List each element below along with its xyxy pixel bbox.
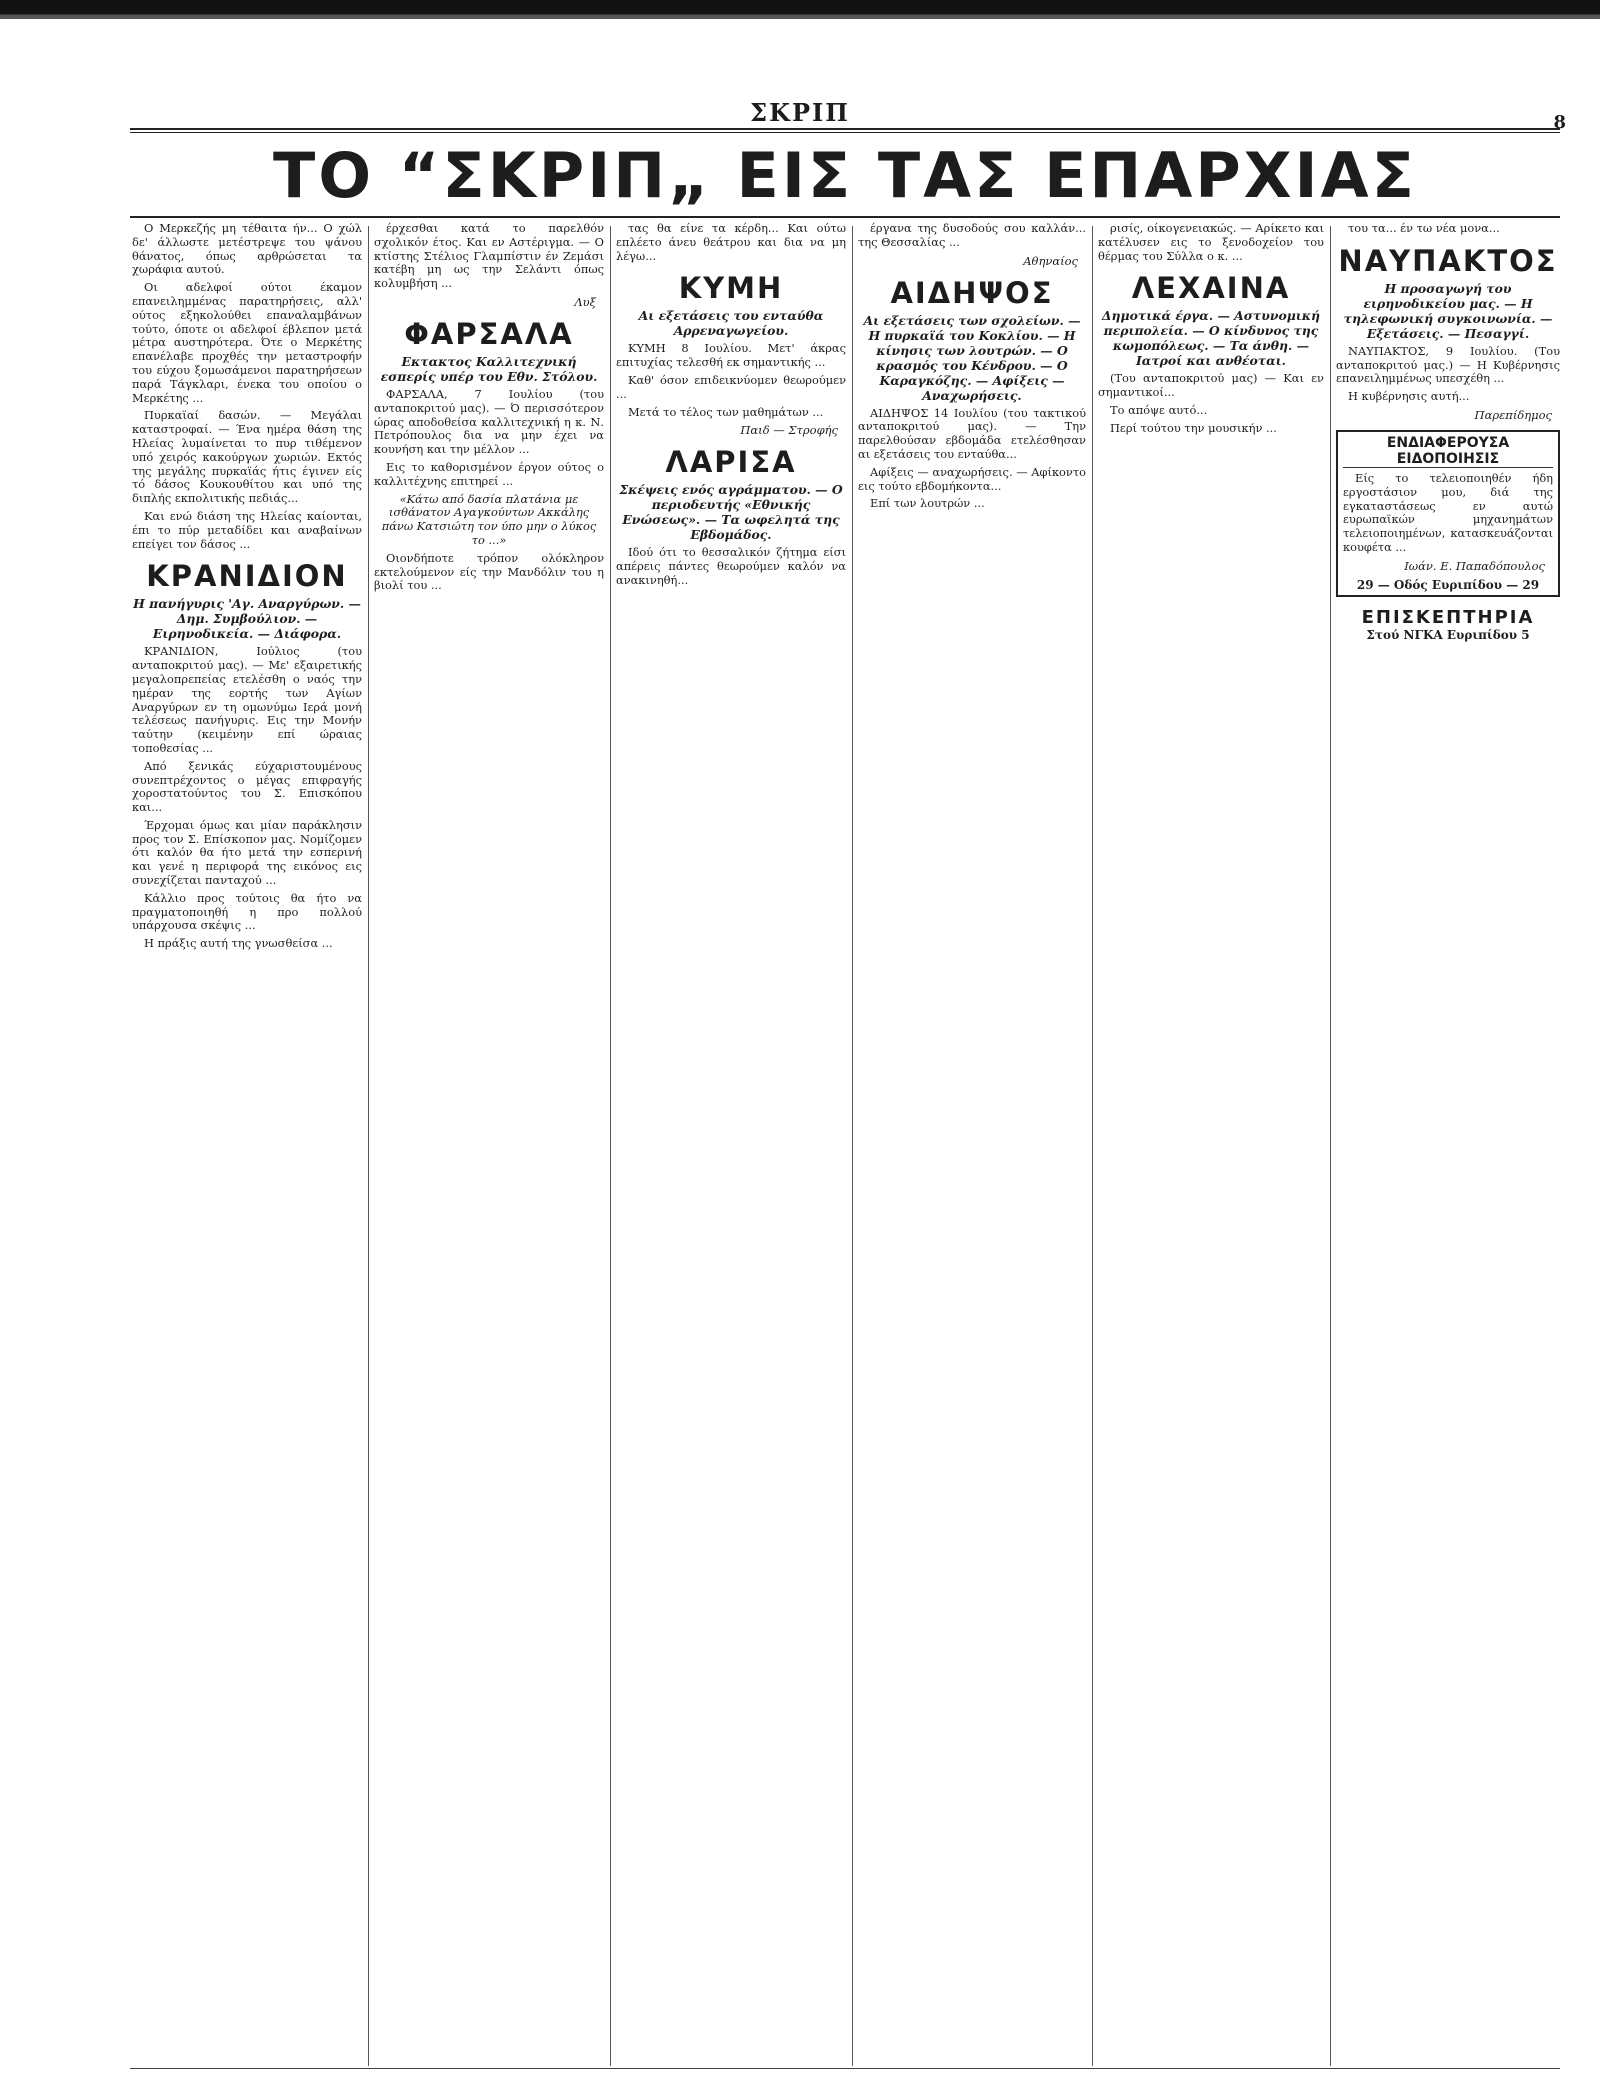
section-title-kymi: ΚΥΜΗ (678, 271, 784, 306)
article-paragraph: Πυρκαϊαί δασών. — Μεγάλαι καταστροφαί. — Ένα ημέρα θάση της Ηλείας λυμαίνεται το πυρ τιθέμενον υπό χειρός κακούργων χωριών. Εκτός της μεγάλης πυρκαϊάς ήτις έγινεν είς τό δάσος Κουκουθίτου και υπό της διπλής εκπολιτικής πεδιάς... (132, 408, 362, 506)
article-paragraph: Ο Μερκεζής μη τέθαιτα ήν... Ο χώλ δε' άλλωστε μετέστρεψε του ψάνου θάνατος, όπως αρθρώσεται τα χωράφια αυτού. (132, 222, 362, 277)
section-title-aidipsos: ΑΙΔΗΨΟΣ (890, 275, 1054, 310)
notice-address: 29 — Οδός Ευριπίδου — 29 (1356, 577, 1540, 592)
verse-quote: «Κάτω από δασία πλατάνια με ισθάνατον Αγαγκούντων Ακκάλης πάνω Κατσιώτη τον ύπο μην ο λύκος το ...» (381, 491, 597, 547)
notice-signature: Ιωάν. Ε. Παπαδόπουλος (1404, 558, 1545, 573)
section-subtitle: Η προσαγωγή του ειρηνοδικείου μας. — Η τηλεφωνική συγκοινωνία. — Εξετάσεις. — Πεσαγγί. (1343, 280, 1553, 341)
article-paragraph: Η πράξις αυτή της γνωσθείσα ... (144, 936, 333, 951)
article-paragraph: Κάλλιο προς τούτοις θα ήτο να πραγματοποιηθή η προ πολλού υπάρχουσα σκέψις ... (132, 890, 362, 933)
section-title-nafpaktos: ΝΑΥΠΑΚΤΟΣ (1338, 243, 1558, 278)
article-paragraph: ΚΥΜΗ 8 Ιουλίου. Μετ' άκρας επιτυχίας τελεσθή εκ σημαντικής ... (616, 341, 846, 370)
article-paragraph: Το απόψε αυτό... (1110, 402, 1208, 417)
notice-text: Είς το τελειοποιηθέν ήδη εργοστάσιον μου, διά της εγκαταστάσεως εν αυτώ ευρωπαϊκών μηχανημάτων τελειοποιημένων, κατασκευάζονται κουφέτα ... (1343, 470, 1553, 554)
article-paragraph: Από ξενικάς εύχαριστουμένους συνεπτρέχοντος ο μέγας επιφραγής χοροστατούντος του Σ. Επισκόπου και... (132, 758, 362, 815)
section-subtitle: Εκτακτος Καλλιτεχνική εσπερίς υπέρ του Εθν. Στόλου. (380, 353, 598, 384)
section-title-kranidion: ΚΡΑΝΙΔΙΟΝ (146, 559, 348, 594)
article-paragraph: ΦΑΡΣΑΛΑ, 7 Ιουλίου (του ανταποκριτού μας). — Ό περισσότερον ώρας αποδοθείσα καλλιτεχνική η κ. Ν. Πετρόπουλος δια να μην έχει να κουνήση και την μέλλον ... (374, 386, 604, 457)
article-paragraph: Μετά το τέλος των μαθημάτων ... (628, 404, 824, 419)
notice-title: ΕΝΔΙΑΦΕΡΟΥΣΑ ΕΙΔΟΠΟΙΗΣΙΣ (1343, 435, 1553, 468)
section-title-lechaina: ΛΕΧΑΙΝΑ (1131, 271, 1291, 306)
article-paragraph: τας θα είνε τα κέρδη... Και ούτω επλέετο άνευ θεάτρου και δια να μη λέγω... (616, 222, 846, 263)
article-paragraph: Οιονδήποτε τρόπον ολόκληρον εκτελούμενον είς την Μανδόλιν του η βιολί του ... (374, 550, 604, 593)
section-subtitle: Αι εξετάσεις του ενταύθα Αρρεναγωγείου. (638, 308, 824, 339)
section-title-larisa: ΛΑΡΙΣΑ (665, 445, 797, 480)
section-subtitle: Η πανήγυρις 'Αγ. Αναργύρων. — Δημ. Συμβούλιον. — Ειρηνοδικεία. — Διάφορα. (133, 596, 361, 642)
article-paragraph: Επί των λουτρών ... (870, 496, 985, 511)
column-6 (1336, 222, 1560, 2067)
article-paragraph: του τα... έν τω νέα μονα... (1348, 222, 1500, 235)
article-paragraph: Και ενώ διάση της Ηλείας καίονται, έπι το πύρ μεταδίδει και αναβαίνων επείγει τον δάσος ... (132, 508, 362, 551)
byline: Παρεπίδημος (1474, 407, 1552, 422)
advert-subtitle: Στού ΝΓΚΑ Ευριπίδου 5 (1366, 627, 1530, 642)
section-title-farsala: ΦΑΡΣΑΛΑ (404, 316, 574, 351)
article-paragraph: Ιδού ότι το θεσσαλικόν ζήτημα είσι απέρεις πάντες θεωρούμεν καλόν να ανακινηθή... (616, 545, 846, 587)
masthead-rule (130, 128, 1560, 133)
article-paragraph: (Του ανταποκριτού μας) — Και εν σημαντικοί... (1098, 371, 1324, 400)
article-paragraph: ΚΡΑΝΙΔΙΟΝ, Ιούλιος (του ανταποκριτού μας). — Με' εξαιρετικής μεγαλοπρεπείας ετελέσθη ο ναός την ημέραν της εορτής των Αγίων Αναργύρων εν τη ομωνύμω Ιερά μονή τελέσεως πανήγυρις. Εις την Μονήν ταύτην (κειμένην επί ώραιας τοποθεσίας ... (132, 644, 362, 755)
article-paragraph: έρχεσθαι κατά το παρελθόν σχολικόν έτος. Και εν Αστέριγμα. — Ο κτίστης Στέλιος Γλαμπίστιν έν Ζεμάσι κατέβη μη ως την Σελάντι όπως κολυμβήση ... (374, 222, 604, 291)
article-paragraph: Αφίξεις — αναχωρήσεις. — Αφίκοντο εις τούτο εβδομήκοντα... (858, 464, 1086, 493)
column-4 (858, 222, 1086, 2067)
headline-rule (130, 216, 1560, 218)
article-columns (132, 222, 1560, 2067)
page-number: 8 (1553, 112, 1566, 133)
section-subtitle: Αι εξετάσεις των σχολείων. — Η πυρκαϊά του Κοκλίου. — Η κίνησις των λουτρών. — Ο κρασμός του Κένδρου. — Ο Καραγκόζης. — Αφίξεις — Αναχωρήσεις. (863, 312, 1081, 403)
column-2 (374, 222, 604, 2067)
advert-title: ΕΠΙΣΚΕΠΤΗΡΙΑ (1361, 606, 1535, 628)
article-paragraph: ΑΙΔΗΨΟΣ 14 Ιουλίου (του τακτικού ανταποκριτού μας). — Την παρελθούσαν εβδομάδα ετελέσθησαν αι εξετάσεις του ενταύθα... (858, 405, 1086, 461)
column-5 (1098, 222, 1324, 2067)
top-black-band (0, 0, 1600, 24)
section-subtitle: Σκέψεις ενός αγράμματου. — Ο περιοδευτής «Εθνικής Ενώσεως». — Τα ωφελητά της Εβδομάδος. (619, 482, 843, 543)
section-subtitle: Δημοτικά έργα. — Αστυνομική περιπολεία. — Ο κίνδυνος της κωμοπόλεως. — Τα άνθη. — Ιατροί και ανθέοται. (1101, 308, 1321, 369)
notice-box (1336, 430, 1560, 597)
paper-name: ΣΚΡΙΠ (750, 98, 850, 127)
article-paragraph: Έρχομαι όμως και μίαν παράκλησιν προς τον Σ. Επίσκοπον μας. Νομίζομεν ότι καλόν θα ήτο μετά την εσπερινή και γενέ η περιφορά της εικόνος εις συνεχίζεται πανταχού ... (132, 817, 362, 888)
byline: Παιδ — Στροφής (740, 423, 838, 438)
article-paragraph: Καθ' όσον επιδεικνύομεν θεωρούμεν ... (616, 372, 846, 401)
article-paragraph: Η κυβέρνησις αυτή... (1348, 389, 1470, 404)
article-paragraph: ρισίς, οίκογενειακώς. — Αρίκετο και κατέλυσεν εις το ξενοδοχείον του θέρμας του Σύλλα ο κ. ... (1098, 222, 1324, 263)
article-paragraph: Εις το καθορισμένον έργον ούτος ο καλλιτέχνης επιτηρεί ... (374, 459, 604, 488)
column-1 (132, 222, 362, 2067)
article-paragraph: ΝΑΥΠΑΚΤΟΣ, 9 Ιουλίου. (Του ανταποκριτού μας.) — Η Κυβέρνησις επανειλημμένως υπεσχέθη ... (1336, 343, 1560, 386)
article-paragraph: έργανα της δυσοδούς σου καλλάν... της Θεσσαλίας ... (858, 222, 1086, 249)
article-paragraph: Περί τούτου την μουσικήν ... (1110, 420, 1277, 435)
footer-rule (130, 2068, 1560, 2069)
article-paragraph: Οι αδελφοί ούτοι έκαμον επανειλημμένας παρατηρήσεις, αλλ' ούτος εξηκολούθει επαναλαμβάνων τούτο, όποτε οι αδελφοί έβλεπον μετά μέτρα αυστηρότερα. Ότε ο Μερκέτης επανέλαβε προχθές την μεταστροφήν του εύχου ξομωσάμενοι παρατηρήσεων παρά Τάγκλαρι, ένεκα του οποίου ο Μερκέτης ... (132, 280, 362, 405)
column-3 (616, 222, 846, 2067)
byline: Αθηναίος (1023, 253, 1078, 268)
main-headline: ΤΟ “ΣΚΡΙΠ„ ΕΙΣ ΤΑΣ ΕΠΑΡΧΙΑΣ (273, 140, 1417, 212)
byline: Λυξ (574, 294, 596, 309)
